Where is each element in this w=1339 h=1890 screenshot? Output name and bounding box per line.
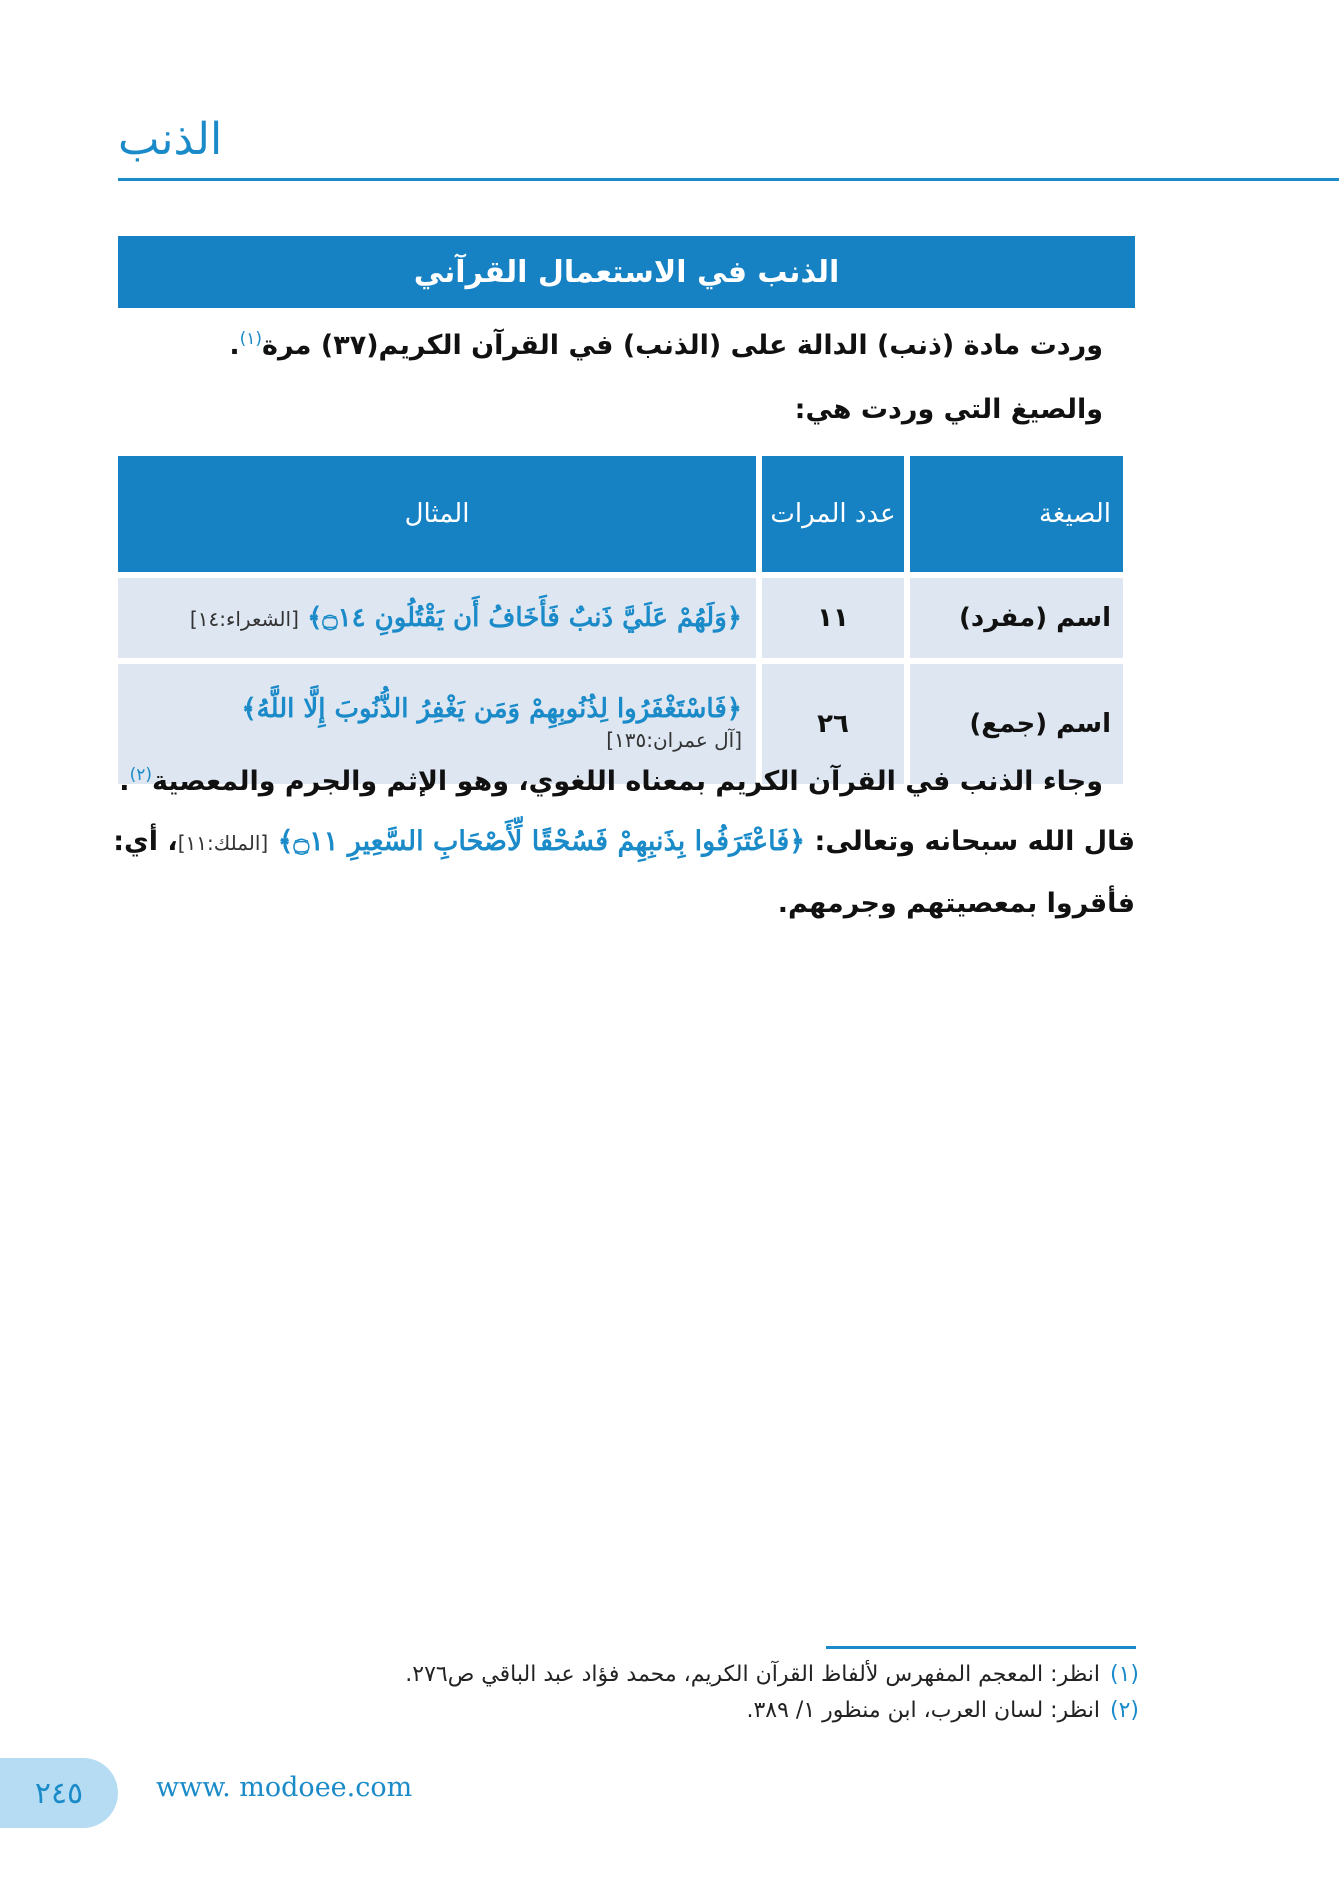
footnote-text: انظر: لسان العرب، ابن منظور ١/ ٣٨٩. xyxy=(746,1698,1100,1723)
website-link[interactable]: www. modoee.com xyxy=(156,1772,413,1803)
intro-end: . xyxy=(229,330,240,361)
table-row xyxy=(118,578,1123,658)
footnote-ref-2[interactable]: (٢) xyxy=(129,765,152,785)
footnote-number: (٢) xyxy=(1109,1698,1139,1723)
body-text: وجاء الذنب في القرآن الكريم بمعناه اللغوي، وهو الإثم والجرم والمعصية xyxy=(151,766,1103,797)
section-title: الذنب في الاستعمال القرآني xyxy=(118,236,1135,308)
row-count: ١١ xyxy=(762,578,904,658)
row-form: اسم (جمع) xyxy=(910,664,1123,784)
footnote-ref-1[interactable]: (١) xyxy=(239,329,263,349)
verse-reference: [الشعراء:١٤] xyxy=(189,607,299,631)
intro-text: وردت مادة (ذنب) الدالة على (الذنب) في القرآن الكريم(٣٧) مرة xyxy=(262,330,1103,361)
table-header-row xyxy=(118,456,1123,572)
row-example xyxy=(118,578,756,658)
intro-line-2: والصيغ التي وردت هي: xyxy=(794,394,1103,425)
quran-verse: ﴿فَاسْتَغْفَرُوا لِذُنُوبِهِمْ وَمَن يَغْفِرُ الذُّنُوبَ إِلَّا اللَّهُ﴾ xyxy=(241,694,742,724)
body-end: . xyxy=(119,766,130,797)
row-count: ٢٦ xyxy=(762,664,904,784)
footnote-number: (١) xyxy=(1109,1662,1139,1687)
body-paragraph-1 xyxy=(119,764,1103,799)
intro-line-1 xyxy=(229,328,1103,363)
header-count: عدد المرات xyxy=(762,456,904,572)
body-paragraph-2 xyxy=(113,824,1135,859)
forms-table xyxy=(112,450,1129,790)
footnote-1 xyxy=(405,1662,1139,1687)
verse-reference: [الملك:١١] xyxy=(177,831,269,855)
footnote-divider xyxy=(826,1646,1136,1649)
page-number: ٢٤٥ xyxy=(0,1758,118,1828)
footnote-text: انظر: المعجم المفهرس لألفاظ القرآن الكريم، محمد فؤاد عبد الباقي ص٢٧٦. xyxy=(405,1662,1100,1687)
page-title: الذنب xyxy=(118,114,223,165)
quran-verse: ﴿وَلَهُمْ عَلَيَّ ذَنبٌ فَأَخَافُ أَن يَقْتُلُونِ ۝١٤﴾ xyxy=(307,603,742,633)
quran-verse: ﴿فَاعْتَرَفُوا بِذَنبِهِمْ فَسُحْقًا لِّأَصْحَابِ السَّعِيرِ ۝١١﴾ xyxy=(277,826,806,857)
footnote-2 xyxy=(746,1698,1139,1723)
header-form: الصيغة xyxy=(910,456,1123,572)
body-text: قال الله سبحانه وتعالى: xyxy=(814,826,1135,857)
body-paragraph-3: فأقروا بمعصيتهم وجرمهم. xyxy=(777,888,1135,919)
header-divider xyxy=(118,178,1339,181)
row-form: اسم (مفرد) xyxy=(910,578,1123,658)
verse-reference: [آل عمران:١٣٥] xyxy=(606,728,742,752)
body-text: ، أي: xyxy=(113,826,178,857)
header-example: المثال xyxy=(118,456,756,572)
